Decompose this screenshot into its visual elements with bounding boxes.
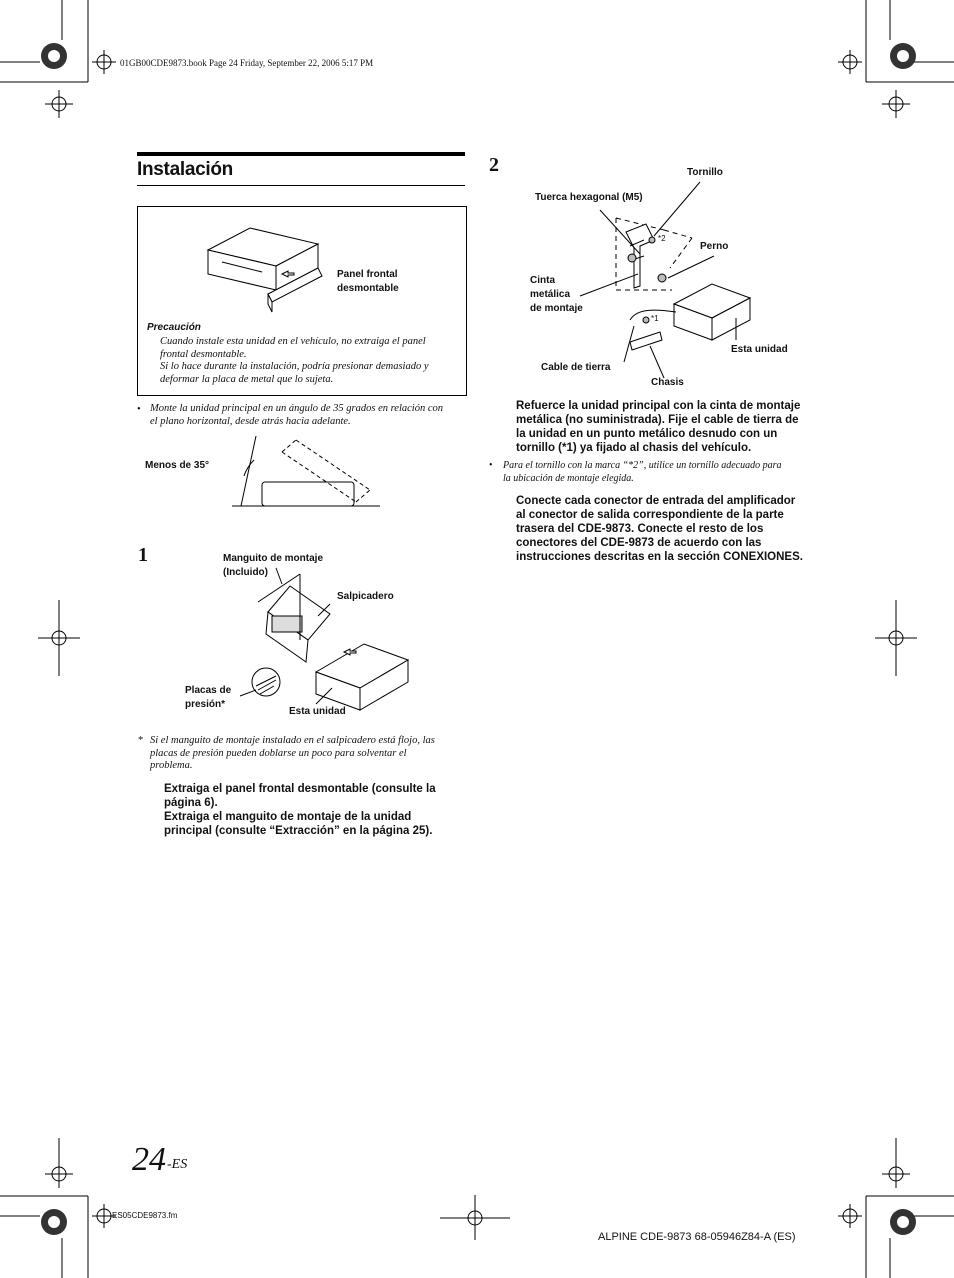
angle-note xyxy=(150,403,470,428)
label-line: Cinta xyxy=(530,275,555,286)
registration-target-br xyxy=(890,1209,916,1235)
angle-note-bullet: • xyxy=(137,404,141,415)
label-mounting-sleeve xyxy=(223,552,323,580)
page-title: Instalación xyxy=(137,152,465,186)
note-line: la ubicación de montaje elegida. xyxy=(503,472,634,484)
crosshair-4 xyxy=(882,90,910,118)
label-metal-strap xyxy=(530,274,583,316)
label-chassis: Chasis xyxy=(651,377,684,388)
label-mark-1: *1 xyxy=(651,314,659,323)
label-line: metálica xyxy=(530,289,571,300)
caution-line: deformar la placa de metal que lo sujeta. xyxy=(160,373,334,385)
figure-label-line: desmontable xyxy=(337,283,399,294)
step-1-number: 1 xyxy=(138,544,148,566)
caution-line: Cuando instale esta unidad en el vehículo, no extraiga el panel xyxy=(160,336,426,347)
footnote-line: placas de presión pueden doblarse un poco para solventar el xyxy=(150,747,407,759)
caution-line: frontal desmontable. xyxy=(160,348,247,360)
label-bolt: Perno xyxy=(700,241,729,252)
label-hex-nut: Tuerca hexagonal (M5) xyxy=(535,192,643,203)
registration-target-bl xyxy=(41,1209,67,1235)
crosshair-8 xyxy=(882,1138,910,1188)
footer-model: ALPINE CDE-9873 68-05946Z84-A (ES) xyxy=(598,1231,796,1243)
crosshair-5 xyxy=(38,600,80,676)
label-this-unit: Esta unidad xyxy=(289,706,346,717)
page-number: 24 xyxy=(132,1141,166,1178)
step2-note xyxy=(503,460,833,485)
note-line: Para el tornillo con la marca “*2”, utilice un tornillo adecuado para xyxy=(503,460,782,471)
step2-note-bullet: • xyxy=(489,460,493,471)
caution-text xyxy=(160,336,460,386)
instruction-line: la unidad en un punto metálico desnudo con un xyxy=(516,428,778,440)
page-number-suffix: -ES xyxy=(167,1157,188,1172)
label-this-unit-2: Esta unidad xyxy=(731,344,788,355)
label-screw: Tornillo xyxy=(687,167,723,178)
crosshair-7 xyxy=(45,1138,73,1188)
label-line: presión* xyxy=(185,699,226,710)
instruction-line: metálica (no suministrada). Fije el cable de tierra de xyxy=(516,414,799,426)
instruction-line: trasera del CDE-9873. Conecte el resto de los xyxy=(516,523,764,535)
crosshair-3 xyxy=(838,50,862,74)
step2-figure xyxy=(580,182,750,378)
amplifier-instructions xyxy=(516,494,836,564)
instruction-line: al conector de salida correspondiente de la parte xyxy=(516,509,784,521)
instruction-line: Conecte cada conector de entrada del amplificador xyxy=(516,495,796,507)
registration-target-tl xyxy=(41,43,67,69)
caution-line: Si lo hace durante la instalación, podría presionar demasiado y xyxy=(160,361,429,372)
label-dashboard: Salpicadero xyxy=(337,591,394,602)
figure-label-panel xyxy=(337,268,399,296)
crosshair-2 xyxy=(45,90,73,118)
crosshair-6 xyxy=(875,600,917,676)
footnote-line: problema. xyxy=(150,760,193,771)
registration-target-tr xyxy=(890,43,916,69)
label-pressure-plates xyxy=(185,684,231,712)
label-line: (Incluido) xyxy=(223,567,268,578)
caution-heading: Precaución xyxy=(147,322,201,333)
angle-label: Menos de 35° xyxy=(145,460,210,471)
footnote-mark: * xyxy=(138,735,144,746)
label-mark-2: *2 xyxy=(658,234,666,243)
footer-file-name: ES05CDE9873.fm xyxy=(112,1211,178,1220)
angle-note-line: Monte la unidad principal en un ángulo de 35 grados en relación con xyxy=(150,403,443,414)
figure-label-line: Panel frontal xyxy=(337,269,398,280)
instruction-line: instrucciones descritas en la sección CONEXIONES. xyxy=(516,551,803,563)
step-2-number: 2 xyxy=(489,154,499,176)
instruction-line: Refuerce la unidad principal con la cinta de montaje xyxy=(516,400,801,412)
crosshair-11 xyxy=(838,1204,862,1228)
label-ground-cable: Cable de tierra xyxy=(541,362,611,373)
angle-note-line: el plano horizontal, desde atrás hacia adelante. xyxy=(150,415,351,427)
instruction-line: página 6). xyxy=(164,797,218,809)
instruction-line: conectores del CDE-9873 de acuerdo con las xyxy=(516,537,762,549)
label-line: de montaje xyxy=(530,303,583,314)
step1-footnote xyxy=(150,735,470,773)
step1-instructions xyxy=(164,782,464,838)
step2-instructions xyxy=(516,399,826,455)
instruction-line: tornillo (*1) ya fijado al chasis del vehículo. xyxy=(516,442,752,454)
angle-figure xyxy=(232,436,380,506)
header-file-line: 01GB00CDE9873.book Page 24 Friday, September 22, 2006 5:17 PM xyxy=(120,58,374,68)
instruction-line: Extraiga el manguito de montaje de la unidad xyxy=(164,811,412,823)
footnote-line: Si el manguito de montaje instalado en el salpicadero está flojo, las xyxy=(150,735,435,746)
label-line: Placas de xyxy=(185,685,232,696)
instruction-line: Extraiga el panel frontal desmontable (consulte la xyxy=(164,783,436,795)
label-line: Manguito de montaje xyxy=(223,553,323,564)
instruction-line: principal (consulte “Extracción” en la página 25). xyxy=(164,825,433,837)
crosshair-1 xyxy=(92,50,116,74)
